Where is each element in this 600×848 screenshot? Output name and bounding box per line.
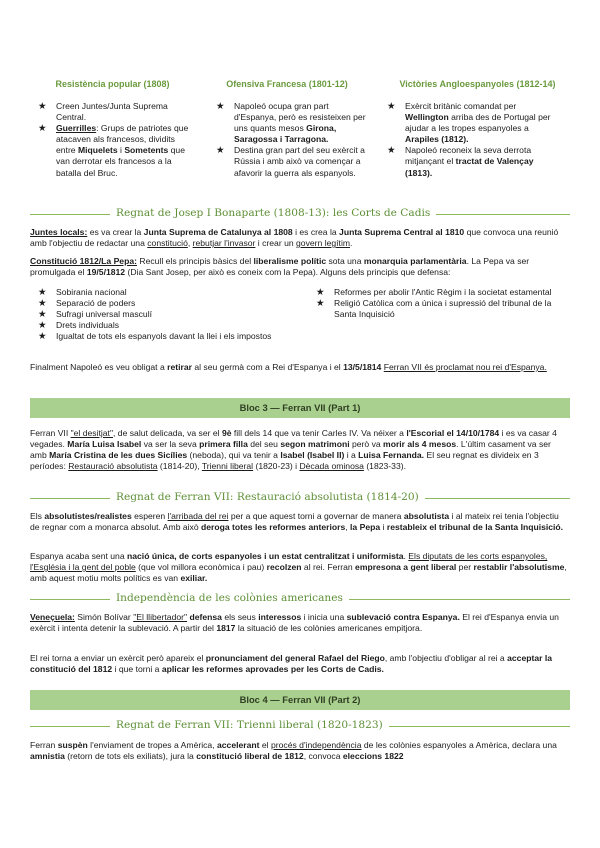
section-header-trienni <box>30 718 570 734</box>
resistencia-list <box>36 101 194 179</box>
divider <box>436 214 570 215</box>
list-item: ★ Exèrcit britànic comandat per Wellington arriba des de Portugal per ajudar a les tropes espanyoles a Arapiles (1812). <box>385 101 560 145</box>
divider <box>30 599 110 600</box>
list-item: ★ Drets individuals <box>36 320 276 331</box>
section-header-josep <box>30 206 570 222</box>
list-item: ★ Guerrilles: Grups de patriotes que atacaven als francesos, dividits entre Miquelets i Sometents que van derrotar els francesos a la batalla del Bruc. <box>36 123 194 178</box>
section-header-absolutisme <box>30 490 570 506</box>
absolutistes-paragraph: Els absolutistes/realistes esperen l'arribada del rei per a que aquest torni a governar de manera absolutista i al mateix rei tenia l'objectiu de regnar com a monarca absolut. Amb això deroga totes les reformes anteriors, la Pepa i restableix el tribunal de la Santa Inquisició. <box>30 511 564 533</box>
divider <box>389 726 570 727</box>
divider <box>425 498 570 499</box>
juntes-paragraph: Juntes locals: es va crear la Junta Suprema de Catalunya al 1808 i es crea la Junta Suprema Central al 1810 que convoca una reunió amb l'objectiu de redactar una constitució, rebutjar l'invasor i crear un govern legítim. <box>30 227 559 249</box>
section-title: Independència de les colònies americanes <box>116 592 343 605</box>
ferran-intro-paragraph: Ferran VII "el desitjat", de salut delicada, va ser el 9è fill dels 14 que va tenir Carles IV. Va néixer a l'Escorial el 14/10/1784 i es va casar 4 vegades. María Luisa Isabel va ser la seva primera filla del seu segon matrimoni però va morir als 4 mesos. L'últim casament va ser amb María Cristina de les dues Sicílies (neboda), qui va tenir a Isabel (Isabel II) i a Luisa Fernanda. El seu regnat es divideix en 3 períodes: Restauració absolutista (1814-20), Trienni liberal (1820-23) i Dècada ominosa (1823-33). <box>30 428 557 472</box>
divider <box>30 214 110 215</box>
list-item: ★ Napoleó ocupa gran part d'Espanya, però es resisteixen per uns quants mesos Girona, Saragossa i Tarragona. <box>214 101 370 145</box>
section-title: Regnat de Ferran VII: Restauració absolutista (1814-20) <box>116 491 419 504</box>
list-item: ★ Separació de poders <box>36 298 276 309</box>
final-napoleo-paragraph: Finalment Napoleó es veu obligat a retirar al seu germà com a Rei d'Espanya i el 13/5/1814 Ferran VII és proclamat nou rei d'Espanya. <box>30 362 547 372</box>
divider <box>30 726 110 727</box>
principis-list-right <box>314 287 574 320</box>
list-item: ★ Destina gran part del seu exèrcit a Rússia i amb això va començar a afavorir la guerra als espanyols. <box>214 145 370 178</box>
venezuela-paragraph: Veneçuela: Simón Bolívar "El llibertador" defensa els seus interessos i inicia una sublevació contra Espanya. El rei d'Espanya envia un exèrcit i intenta detenir la sublevació. A partir del 1817 la situació de les colònies americanes empitjora. <box>30 612 559 634</box>
list-item: ★ Religió Catòlica com a única i supressió del tribunal de la Santa Inquisició <box>314 298 574 320</box>
section-header-independencia <box>30 591 570 607</box>
divider <box>349 599 570 600</box>
trienni-paragraph: Ferran suspèn l'enviament de tropes a Amèrica, accelerant el procés d'independència de les colònies espanyoles a Amèrica, declara una amnistia (retorn de tots els exiliats), jura la constitució liberal de 1812, convoca eleccions 1822 <box>30 740 557 762</box>
victories-list <box>385 101 560 179</box>
list-item: ★ Napoleó reconeix la seva derrota mitjançant el tractat de Valençay (1813). <box>385 145 560 178</box>
rei-torna-paragraph: El rei torna a enviar un exèrcit però apareix el pronunciament del general Rafael del Riego, amb l'objectiu d'obligar al rei a acceptar la constitució del 1812 i que torni a aplicar les reformes aprovades per les Corts de Cadis. <box>30 653 553 675</box>
list-item: ★ Creen Juntes/Junta Suprema Central. <box>36 101 194 123</box>
list-item: ★ Sobirania nacional <box>36 287 276 298</box>
bloc4-band: Bloc 4 — Ferran VII (Part 2) <box>30 690 570 710</box>
list-item: ★ Reformes per abolir l'Antic Règim i la societat estamental <box>314 287 574 298</box>
column-heading-resistencia: Resistència popular (1808) <box>55 79 170 89</box>
list-item: ★ Sufragi universal masculí <box>36 309 276 320</box>
list-item: ★ Igualtat de tots els espanyols davant la llei i els impostos <box>36 331 276 342</box>
column-heading-ofensiva: Ofensiva Francesa (1801-12) <box>226 79 348 89</box>
ofensiva-list <box>214 101 370 179</box>
divider <box>30 498 110 499</box>
bloc3-band: Bloc 3 — Ferran VII (Part 1) <box>30 398 570 418</box>
section-title: Regnat de Josep I Bonaparte (1808-13): les Corts de Cadis <box>116 207 431 220</box>
espanya-paragraph: Espanya acaba sent una nació única, de corts espanyoles i un estat centralitzat i uniformista. Els diputats de les corts espanyoles, l'Església i la gent del poble (que vol millora econòmica i pau) recolzen al rei. Ferran empresona a gent liberal per restablir l'absolutisme, amb aquest motiu molts polítics es van exiliar. <box>30 551 567 584</box>
principis-list-left <box>36 287 276 342</box>
constitucio-paragraph: Constitució 1812/La Pepa: Recull els principis bàsics del liberalisme polític sota una monarquia parlamentària. La Pepa va ser promulgada el 19/5/1812 (Dia Sant Josep, per això es coneix com la Pepa). Alguns dels principis que defensa: <box>30 256 530 278</box>
section-title: Regnat de Ferran VII: Trienni liberal (1820-1823) <box>116 719 383 732</box>
column-heading-victories: Victòries Angloespanyoles (1812-14) <box>399 79 556 89</box>
